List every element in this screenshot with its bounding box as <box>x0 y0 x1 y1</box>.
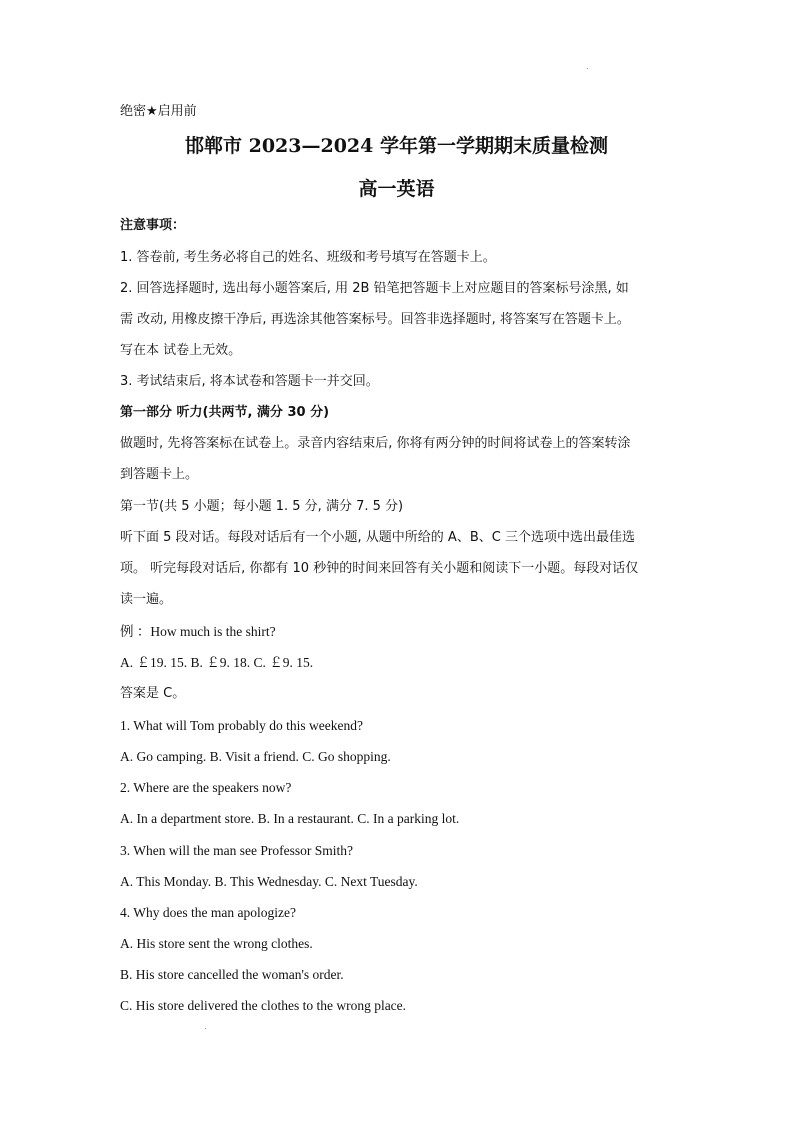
notice-item-3: 3. 考试结束后, 将本试卷和答题卡一并交回。 <box>120 374 379 389</box>
scan-dot <box>205 1028 206 1029</box>
notice-heading: 注意事项： <box>120 218 186 233</box>
exam-title: 邯郸市 2023—2024 学年第一学期期末质量检测 <box>185 135 608 157</box>
question-1-options: A. Go camping. B. Visit a friend. C. Go shopping. <box>120 749 391 764</box>
question-3-options: A. This Monday. B. This Wednesday. C. Next Tuesday. <box>120 874 418 889</box>
section1-heading: 第一节(共 5 小题；每小题 1. 5 分, 满分 7. 5 分) <box>120 499 404 514</box>
question-4-option-b: B. His store cancelled the woman's order. <box>120 967 344 982</box>
question-2-options: A. In a department store. B. In a restaurant. C. In a parking lot. <box>120 811 460 826</box>
part1-instructions-line-2: 到答题卡上。 <box>120 467 199 482</box>
section1-instructions-line-2: 项。 听完每段对话后, 你都有 10 秒钟的时间来回答有关小题和阅读下一小题。每段对话仅 <box>120 561 639 576</box>
part1-instructions-line-1: 做题时, 先将答案标在试卷上。录音内容结束后, 你将有两分钟的时间将试卷上的答案转涂 <box>120 436 631 451</box>
notice-item-2-line-2: 需 改动, 用橡皮擦干净后, 再选涂其他答案标号。回答非选择题时, 将答案写在答题卡上。 <box>120 312 630 327</box>
notice-item-1: 1. 答卷前, 考生务必将自己的姓名、班级和考号填写在答题卡上。 <box>120 250 496 265</box>
exam-subject: 高一英语 <box>358 178 435 200</box>
section1-instructions-line-3: 读一遍。 <box>120 592 173 607</box>
example-answer: 答案是 C。 <box>120 686 186 701</box>
example-question: 例 ：How much is the shirt? <box>120 624 276 639</box>
scan-dot <box>587 68 588 69</box>
secret-label: 绝密★启用前 <box>120 104 197 119</box>
question-2: 2. Where are the speakers now? <box>120 780 292 795</box>
question-4-option-c: C. His store delivered the clothes to the wrong place. <box>120 998 407 1013</box>
example-options: A. ￡19. 15. B. ￡9. 18. C. ￡9. 15. <box>120 655 314 670</box>
section1-instructions-line-1: 听下面 5 段对话。每段对话后有一个小题, 从题中所给的 A、B、C 三个选项中选出最佳选 <box>120 530 635 545</box>
question-4: 4. Why does the man apologize? <box>120 905 296 920</box>
notice-item-2-line-1: 2. 回答选择题时, 选出每小题答案后, 用 2B 铅笔把答题卡上对应题目的答案标号涂黑, 如 <box>120 281 629 296</box>
notice-item-2-line-3: 写在本 试卷上无效。 <box>120 343 242 358</box>
part1-heading: 第一部分 听力(共两节, 满分 30 分) <box>120 405 330 420</box>
question-4-option-a: A. His store sent the wrong clothes. <box>120 936 313 951</box>
question-3: 3. When will the man see Professor Smith? <box>120 843 353 858</box>
question-1: 1. What will Tom probably do this weekend? <box>120 718 364 733</box>
